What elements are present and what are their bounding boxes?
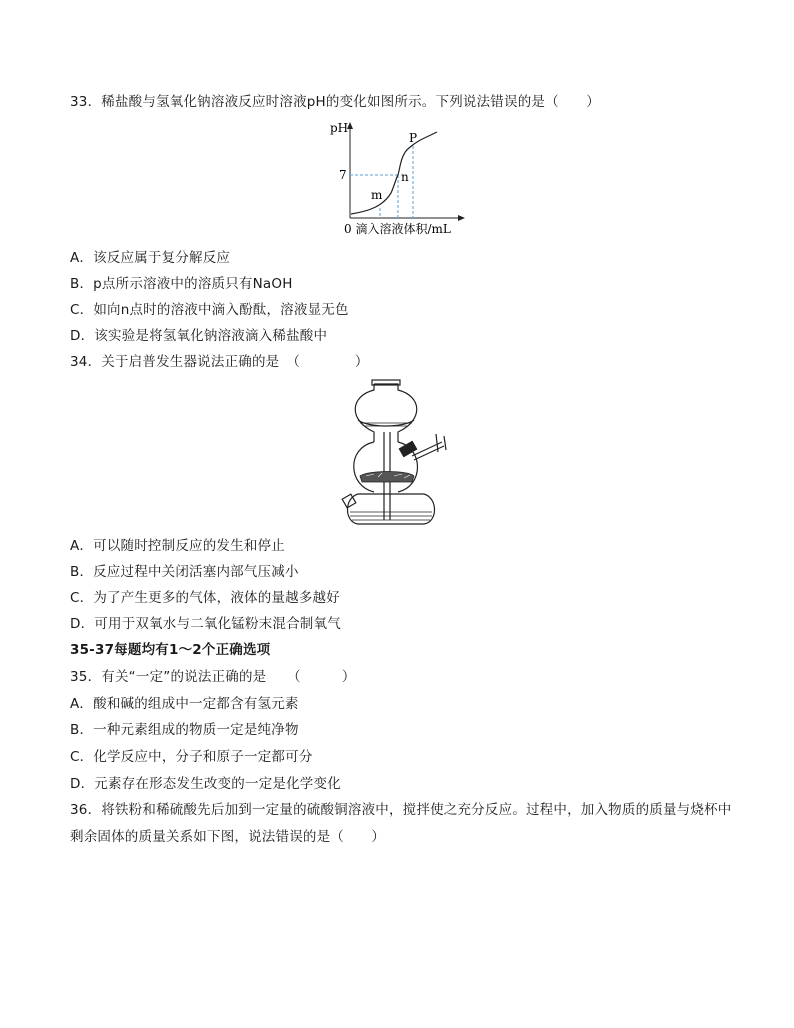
point-p-label: P: [409, 131, 418, 145]
q33-option-b: B．p点所示溶液中的溶质只有NaOH: [70, 276, 293, 292]
q35-option-d: D．元素存在形态发生改变的一定是化学变化: [70, 776, 341, 792]
q35-option-a: A．酸和碱的组成中一定都含有氢元素: [70, 696, 299, 712]
q33-option-c: C．如向n点时的溶液中滴入酚酞，溶液显无色: [70, 302, 349, 318]
ph-curve-graph: [325, 118, 475, 240]
q35-option-b: B．一种元素组成的物质一定是纯净物: [70, 722, 299, 738]
q36-stem-line2: 剩余固体的质量关系如下图，说法错误的是（ ）: [70, 829, 386, 845]
q33-stem: 33．稀盐酸与氢氧化钠溶液反应时溶液pH的变化如图所示。下列说法错误的是（ ）: [70, 94, 600, 110]
x-axis-arrow: [458, 215, 465, 221]
x-axis-label: 0 滴入溶液体积/mL: [344, 222, 451, 236]
point-m-label: m: [371, 188, 383, 202]
ph-curve: [351, 132, 437, 214]
q34-stem: 34．关于启普发生器说法正确的是 （ ）: [70, 354, 369, 370]
q33-option-d: D．该实验是将氢氧化钠溶液滴入稀盐酸中: [70, 328, 328, 344]
q34-option-b: B．反应过程中关闭活塞内部气压减小: [70, 564, 299, 580]
y-axis-label: pH: [330, 121, 349, 135]
q36-stem-line1: 36．将铁粉和稀硫酸先后加到一定量的硫酸铜溶液中，搅拌使之充分反应。过程中，加入物质的质量与烧杯中: [70, 802, 732, 818]
q34-option-c: C．为了产生更多的气体，液体的量越多越好: [70, 590, 340, 606]
q33-option-a: A．该反应属于复分解反应: [70, 250, 231, 266]
kipp-generator-illustration: [338, 376, 464, 528]
point-n-label: n: [401, 170, 409, 184]
q35-stem: 35．有关“一定”的说法正确的是 （ ）: [70, 669, 356, 685]
q35-option-c: C．化学反应中，分子和原子一定都可分: [70, 749, 313, 765]
q34-option-d: D．可用于双氧水与二氧化锰粉末混合制氧气: [70, 616, 341, 632]
q34-option-a: A．可以随时控制反应的发生和停止: [70, 538, 285, 554]
tick-7: 7: [339, 168, 347, 182]
section-note: 35-37每题均有1～2个正确选项: [70, 642, 271, 658]
